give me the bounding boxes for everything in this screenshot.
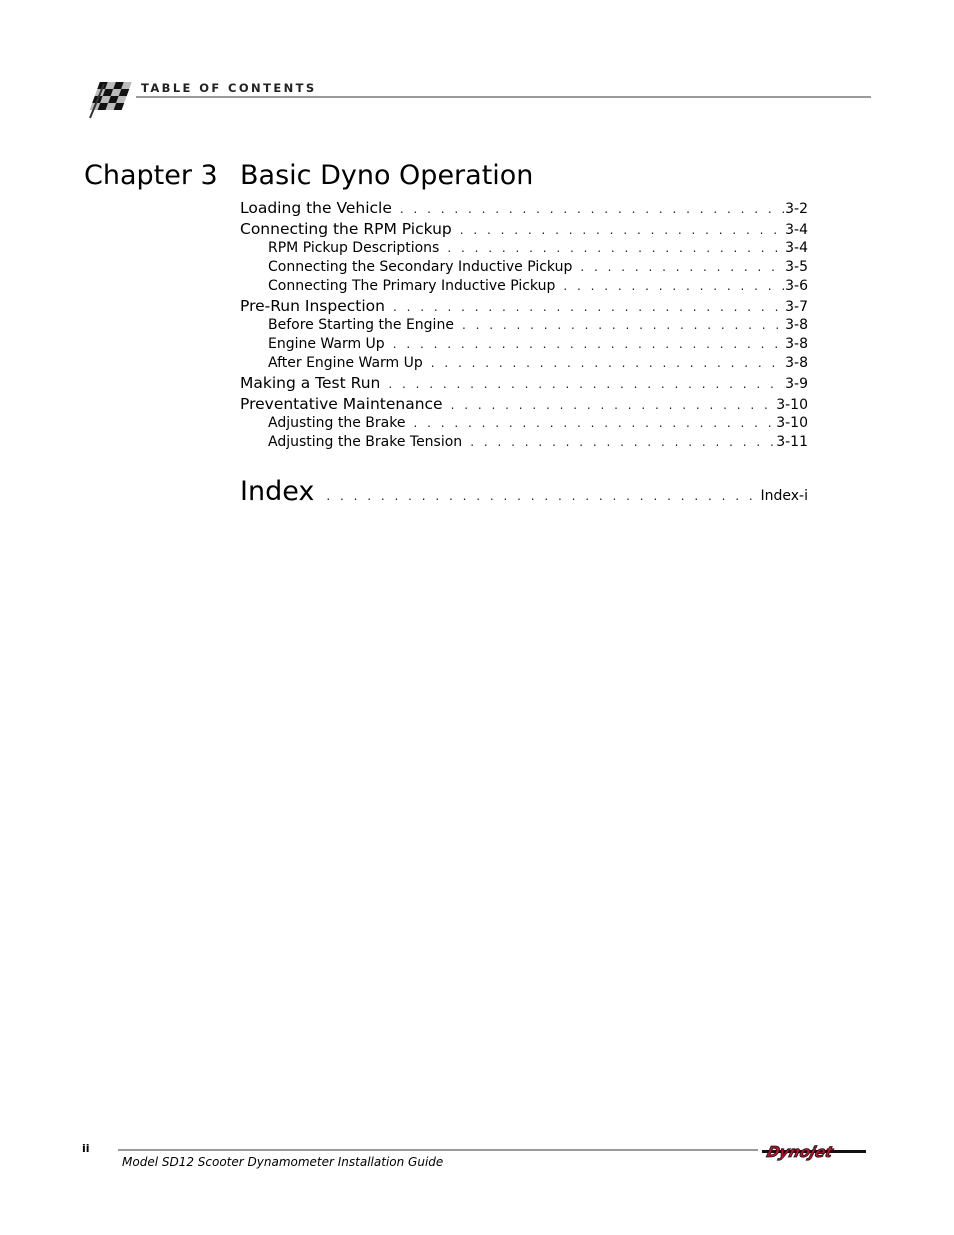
- dot-leader: [385, 297, 785, 317]
- dot-leader: [405, 414, 776, 433]
- toc-list: [240, 198, 808, 452]
- dot-leader: [454, 316, 785, 335]
- toc-entry-title: Preventative Maintenance: [240, 395, 443, 413]
- dot-leader: [443, 395, 777, 415]
- toc-subentry[interactable]: [240, 316, 808, 335]
- toc-subentry-title: Engine Warm Up: [268, 336, 385, 352]
- index-page: Index-i: [760, 488, 808, 504]
- toc-entry[interactable]: [240, 373, 808, 394]
- dot-leader: [555, 277, 785, 296]
- toc-entry-title: Connecting the RPM Pickup: [240, 220, 452, 238]
- dot-leader: [452, 220, 785, 240]
- toc-subentry-title: Before Starting the Engine: [268, 317, 454, 333]
- toc-subentry-page: 3-8: [785, 317, 808, 333]
- toc-subentry[interactable]: [240, 258, 808, 277]
- dot-leader: [385, 335, 785, 354]
- toc-entry-page: 3-7: [785, 299, 808, 315]
- dot-leader: [380, 374, 785, 394]
- header-title: TABLE OF CONTENTS: [141, 81, 317, 95]
- dot-leader: [462, 433, 776, 452]
- toc-entry[interactable]: [240, 296, 808, 317]
- toc-subentry[interactable]: [240, 414, 808, 433]
- toc-entry[interactable]: [240, 219, 808, 240]
- dot-leader: [423, 354, 785, 373]
- toc-subentry-title: Connecting the Secondary Inductive Pickup: [268, 259, 573, 275]
- chapter-title: Basic Dyno Operation: [240, 160, 534, 191]
- svg-text:Dynojet: Dynojet: [764, 1143, 836, 1161]
- toc-entry[interactable]: [240, 394, 808, 415]
- index-title: Index: [240, 476, 315, 507]
- header-rule: [136, 96, 871, 98]
- toc-subentry-page: 3-8: [785, 336, 808, 352]
- dot-leader: [572, 258, 785, 277]
- toc-entry-title: Pre-Run Inspection: [240, 297, 385, 315]
- toc-subentry-page: 3-5: [785, 259, 808, 275]
- toc-subentry[interactable]: [240, 335, 808, 354]
- toc-subentry[interactable]: [240, 277, 808, 296]
- toc-entry-page: 3-4: [785, 222, 808, 238]
- toc-entry-title: Making a Test Run: [240, 374, 381, 392]
- toc-subentry-title: Adjusting the Brake: [268, 415, 406, 431]
- toc-index-entry[interactable]: [240, 476, 808, 507]
- toc-subentry[interactable]: [240, 354, 808, 373]
- toc-subentry-title: Connecting The Primary Inductive Pickup: [268, 278, 556, 294]
- toc-subentry-title: RPM Pickup Descriptions: [268, 240, 440, 256]
- chapter-label: Chapter 3: [84, 160, 218, 191]
- toc-subentry-title: Adjusting the Brake Tension: [268, 434, 463, 450]
- dot-leader: [314, 489, 760, 503]
- toc-subentry[interactable]: [240, 239, 808, 258]
- toc-subentry-page: 3-6: [785, 278, 808, 294]
- dynojet-logo: [762, 1141, 866, 1161]
- dot-leader: [439, 239, 785, 258]
- toc-entry-page: 3-9: [785, 376, 808, 392]
- toc-subentry-page: 3-4: [785, 240, 808, 256]
- toc-entry-title: Loading the Vehicle: [240, 199, 392, 217]
- toc-subentry-page: 3-11: [776, 434, 808, 450]
- toc-entry[interactable]: [240, 198, 808, 219]
- toc-subentry-title: After Engine Warm Up: [268, 355, 423, 371]
- footer-page-number: ii: [82, 1142, 90, 1155]
- footer-rule: [118, 1149, 758, 1151]
- dot-leader: [392, 199, 785, 219]
- toc-subentry[interactable]: [240, 433, 808, 452]
- checkered-flag-icon: [82, 76, 134, 120]
- toc-subentry-page: 3-8: [785, 355, 808, 371]
- toc-entry-page: 3-2: [785, 201, 808, 217]
- footer-guide-title: Model SD12 Scooter Dynamometer Installation Guide: [122, 1155, 444, 1169]
- toc-entry-page: 3-10: [776, 397, 808, 413]
- toc-subentry-page: 3-10: [776, 415, 808, 431]
